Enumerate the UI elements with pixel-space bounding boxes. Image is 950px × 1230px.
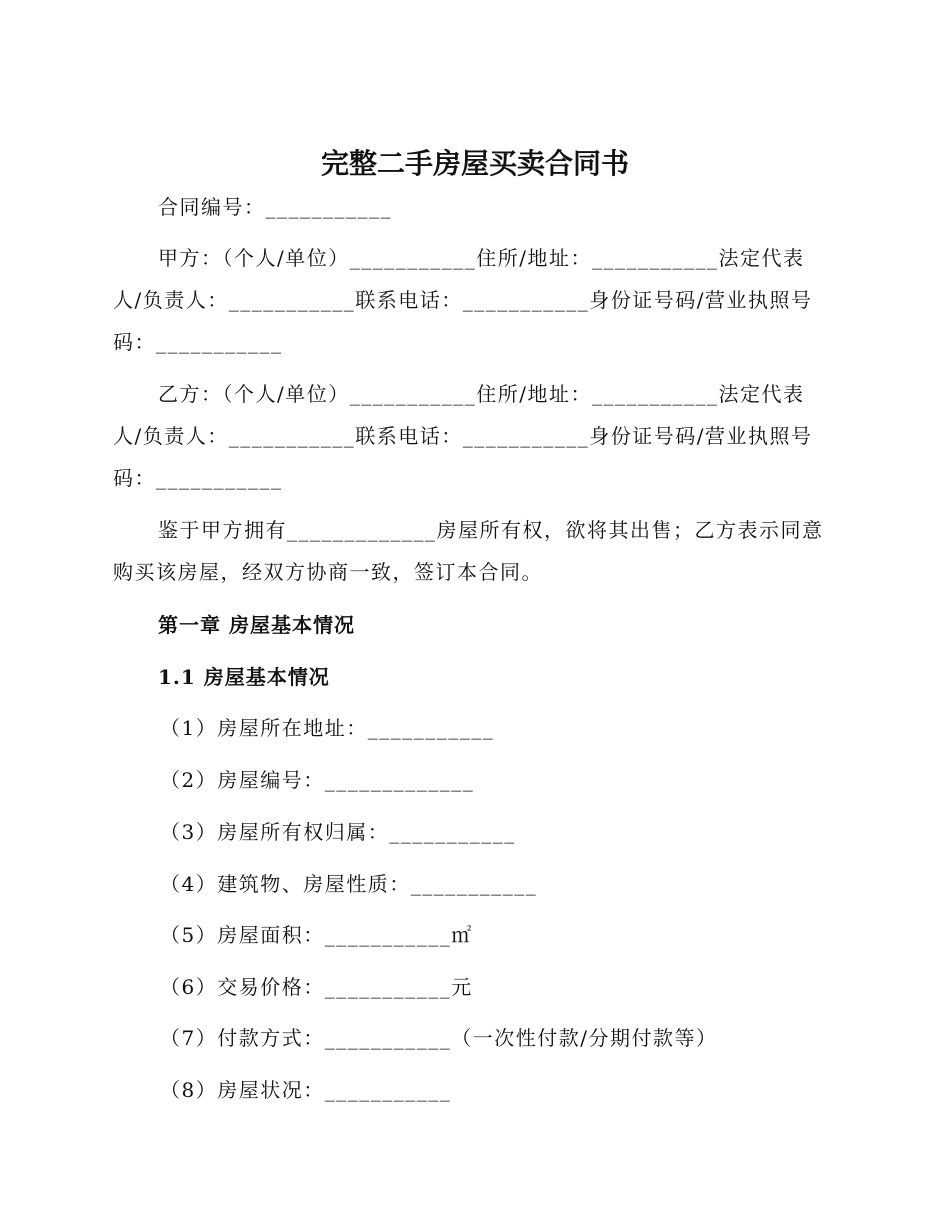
list-item: （7）付款方式：___________（一次性付款/分期付款等） (160, 1026, 718, 1050)
list-item: （2）房屋编号：_____________ (160, 768, 475, 792)
party-a-paragraph: 甲方：（个人/单位）___________住所/地址：___________法定代表人/负责人：___________联系电话：___________身份证号码/营业执照号码：___________ (113, 246, 813, 354)
list-item: （3）房屋所有权归属：___________ (160, 820, 516, 844)
list-item: （5）房屋面积：___________㎡ (160, 923, 473, 947)
contract-number-field: 合同编号：___________ (158, 195, 392, 219)
preamble-paragraph: 鉴于甲方拥有_____________房屋所有权，欲将其出售；乙方表示同意购买该房屋，经双方协商一致，签订本合同。 (113, 518, 824, 584)
party-b-paragraph: 乙方：（个人/单位）___________住所/地址：___________法定代表人/负责人：___________联系电话：___________身份证号码/营业执照号码：___________ (113, 382, 813, 490)
list-item: （1）房屋所在地址：___________ (160, 716, 495, 740)
chapter-heading: 第一章 房屋基本情况 (158, 613, 355, 637)
document-title: 完整二手房屋买卖合同书 (320, 147, 629, 180)
list-item: （4）建筑物、房屋性质：___________ (160, 872, 538, 896)
section-heading: 1.1 房屋基本情况 (158, 665, 330, 689)
list-item: （8）房屋状况：___________ (160, 1078, 452, 1102)
list-item: （6）交易价格：___________元 (160, 975, 473, 999)
